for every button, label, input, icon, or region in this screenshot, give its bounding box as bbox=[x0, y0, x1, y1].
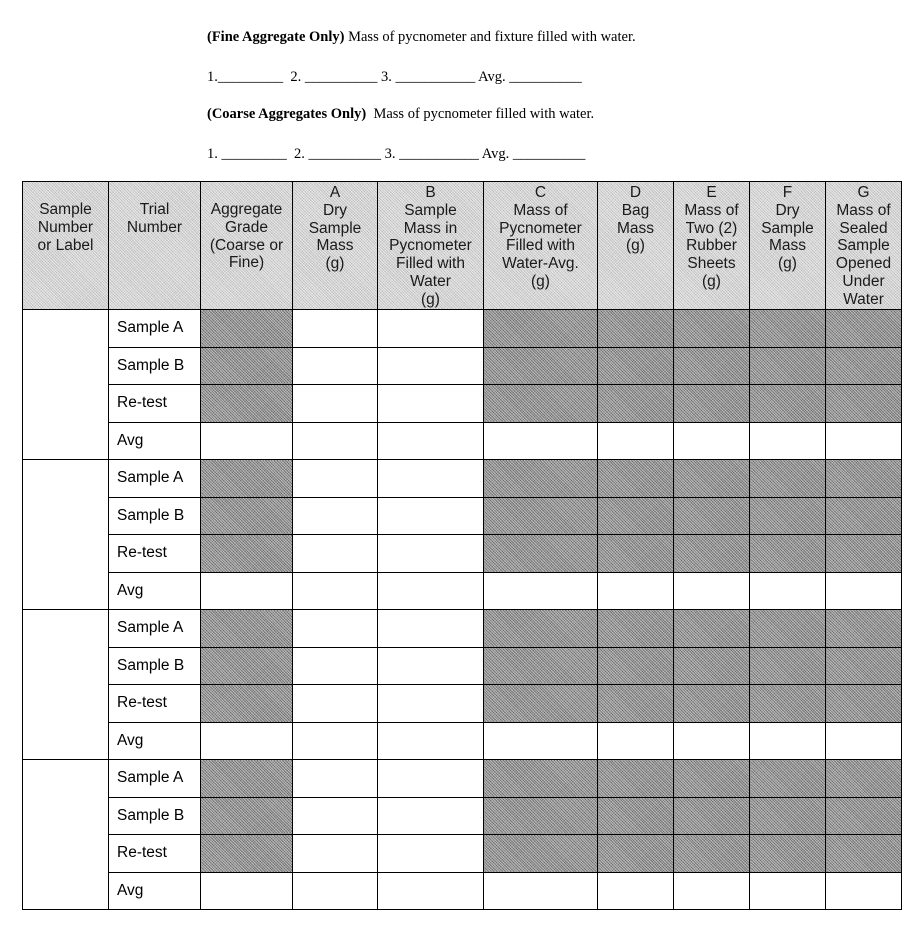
entry-cell-col-3[interactable] bbox=[293, 835, 378, 873]
shaded-cell-col-5 bbox=[484, 647, 598, 685]
column-header-2 bbox=[201, 182, 293, 310]
coarse-aggregate-heading: (Coarse Aggregates Only) bbox=[207, 106, 367, 122]
entry-cell-col-4[interactable] bbox=[378, 760, 484, 798]
shaded-cell-col-8 bbox=[750, 797, 826, 835]
coarse-aggregate-blanks[interactable]: 1. _________ 2. __________ 3. ___________ Avg. __________ bbox=[207, 146, 586, 162]
entry-cell-col-4[interactable] bbox=[378, 310, 484, 348]
table-row bbox=[23, 610, 902, 648]
trial-number-cell: Sample B bbox=[109, 797, 201, 835]
shaded-cell-col-2 bbox=[201, 685, 293, 723]
column-header-line: Number bbox=[37, 218, 94, 236]
shaded-cell-col-7 bbox=[674, 647, 750, 685]
column-header-line: Sheets bbox=[687, 255, 736, 273]
entry-cell-col-3[interactable] bbox=[293, 610, 378, 648]
shaded-cell-col-7 bbox=[674, 760, 750, 798]
column-letter: G bbox=[857, 184, 870, 201]
shaded-cell-col-6 bbox=[598, 310, 674, 348]
shaded-cell-col-7 bbox=[674, 797, 750, 835]
column-header-line: Number bbox=[126, 218, 183, 236]
column-letter: B bbox=[425, 184, 436, 201]
shaded-cell-col-6 bbox=[598, 610, 674, 648]
shaded-cell-col-2 bbox=[201, 310, 293, 348]
column-header-line: Mass bbox=[768, 237, 807, 255]
entry-cell-col-7[interactable] bbox=[674, 872, 750, 910]
entry-cell-col-3[interactable] bbox=[293, 310, 378, 348]
column-header-line: Rubber bbox=[686, 237, 737, 255]
column-header-line: (g) bbox=[626, 237, 645, 255]
entry-cell-col-9[interactable] bbox=[826, 572, 902, 610]
shaded-cell-col-8 bbox=[750, 835, 826, 873]
column-header-line: Sample bbox=[404, 201, 457, 219]
column-header-9 bbox=[826, 182, 902, 310]
shaded-cell-col-7 bbox=[674, 610, 750, 648]
fine-aggregate-text: Mass of pycnometer and fixture filled with water. bbox=[344, 29, 636, 45]
shaded-cell-col-8 bbox=[750, 310, 826, 348]
column-header-line: Dry bbox=[322, 201, 348, 219]
table-row bbox=[23, 535, 902, 573]
column-header-line: (g) bbox=[531, 272, 550, 290]
column-header-line: (g) bbox=[421, 290, 440, 308]
table-row bbox=[23, 872, 902, 910]
entry-cell-col-4[interactable] bbox=[378, 422, 484, 460]
entry-cell-col-3[interactable] bbox=[293, 872, 378, 910]
column-header-line: Aggregate bbox=[210, 201, 283, 218]
entry-cell-col-6[interactable] bbox=[598, 722, 674, 760]
shaded-cell-col-7 bbox=[674, 835, 750, 873]
data-table bbox=[22, 181, 902, 910]
table-row bbox=[23, 497, 902, 535]
entry-cell-col-4[interactable] bbox=[378, 647, 484, 685]
shaded-cell-col-5 bbox=[484, 685, 598, 723]
shaded-cell-col-7 bbox=[674, 347, 750, 385]
column-letter: A bbox=[329, 184, 341, 201]
entry-cell-col-3[interactable] bbox=[293, 385, 378, 423]
fine-aggregate-blanks[interactable]: 1._________ 2. __________ 3. ___________ Avg. __________ bbox=[207, 69, 582, 85]
shaded-cell-col-8 bbox=[750, 535, 826, 573]
table-row bbox=[23, 760, 902, 798]
trial-number-cell: Sample A bbox=[109, 610, 201, 648]
column-letter: D bbox=[629, 184, 642, 201]
column-header-line: Sealed bbox=[839, 219, 888, 237]
entry-cell-col-3[interactable] bbox=[293, 572, 378, 610]
shaded-cell-col-9 bbox=[826, 535, 902, 573]
shaded-cell-col-9 bbox=[826, 797, 902, 835]
trial-number-cell: Sample B bbox=[109, 647, 201, 685]
shaded-cell-col-5 bbox=[484, 535, 598, 573]
column-header-6 bbox=[598, 182, 674, 310]
column-header-line: (g) bbox=[702, 272, 721, 290]
shaded-cell-col-9 bbox=[826, 385, 902, 423]
shaded-cell-col-6 bbox=[598, 497, 674, 535]
table-row bbox=[23, 460, 902, 498]
entry-cell-col-4[interactable] bbox=[378, 347, 484, 385]
entry-cell-col-3[interactable] bbox=[293, 535, 378, 573]
shaded-cell-col-8 bbox=[750, 610, 826, 648]
trial-number-cell: Sample B bbox=[109, 347, 201, 385]
shaded-cell-col-2 bbox=[201, 535, 293, 573]
shaded-cell-col-7 bbox=[674, 685, 750, 723]
shaded-cell-col-7 bbox=[674, 497, 750, 535]
column-header-line: Filled with bbox=[396, 255, 465, 273]
entry-cell-col-3[interactable] bbox=[293, 760, 378, 798]
entry-cell-col-4[interactable] bbox=[378, 835, 484, 873]
shaded-cell-col-9 bbox=[826, 347, 902, 385]
entry-cell-col-4[interactable] bbox=[378, 497, 484, 535]
fine-aggregate-heading: (Fine Aggregate Only) bbox=[207, 29, 345, 45]
column-header-line: Fine) bbox=[228, 254, 265, 272]
column-header-line: Mass bbox=[616, 219, 655, 237]
shaded-cell-col-8 bbox=[750, 385, 826, 423]
entry-cell-col-2[interactable] bbox=[201, 722, 293, 760]
trial-number-cell: Sample B bbox=[109, 497, 201, 535]
entry-cell-col-2[interactable] bbox=[201, 572, 293, 610]
entry-cell-col-4[interactable] bbox=[378, 685, 484, 723]
trial-number-cell: Avg bbox=[109, 872, 201, 910]
column-header-7 bbox=[674, 182, 750, 310]
table-row bbox=[23, 685, 902, 723]
shaded-cell-col-7 bbox=[674, 385, 750, 423]
column-header-line: Dry bbox=[775, 201, 800, 219]
entry-cell-col-9[interactable] bbox=[826, 722, 902, 760]
trial-number-cell: Sample A bbox=[109, 460, 201, 498]
entry-cell-col-4[interactable] bbox=[378, 610, 484, 648]
sample-label-cell[interactable] bbox=[23, 310, 109, 460]
sample-label-cell[interactable] bbox=[23, 610, 109, 760]
entry-cell-col-6[interactable] bbox=[598, 422, 674, 460]
shaded-cell-col-6 bbox=[598, 760, 674, 798]
column-header-line: or Label bbox=[37, 236, 94, 254]
table-row bbox=[23, 572, 902, 610]
shaded-cell-col-9 bbox=[826, 497, 902, 535]
shaded-cell-col-9 bbox=[826, 647, 902, 685]
entry-cell-col-7[interactable] bbox=[674, 422, 750, 460]
entry-cell-col-4[interactable] bbox=[378, 872, 484, 910]
shaded-cell-col-5 bbox=[484, 835, 598, 873]
shaded-cell-col-5 bbox=[484, 310, 598, 348]
entry-cell-col-3[interactable] bbox=[293, 460, 378, 498]
column-header-line: (Coarse or bbox=[209, 236, 284, 254]
shaded-cell-col-6 bbox=[598, 460, 674, 498]
column-header-line: Sample bbox=[837, 237, 890, 255]
entry-cell-col-3[interactable] bbox=[293, 647, 378, 685]
coarse-aggregate-text: Mass of pycnometer filled with water. bbox=[366, 106, 595, 122]
shaded-cell-col-2 bbox=[201, 497, 293, 535]
shaded-cell-col-8 bbox=[750, 760, 826, 798]
column-header-line: (g) bbox=[325, 255, 345, 273]
column-header-line: Sample bbox=[308, 219, 362, 237]
table-row bbox=[23, 835, 902, 873]
column-header-4 bbox=[378, 182, 484, 310]
table-row bbox=[23, 722, 902, 760]
entry-cell-col-3[interactable] bbox=[293, 422, 378, 460]
column-header-3 bbox=[293, 182, 378, 310]
shaded-cell-col-9 bbox=[826, 685, 902, 723]
column-header-8 bbox=[750, 182, 826, 310]
entry-cell-col-9[interactable] bbox=[826, 872, 902, 910]
column-header-5 bbox=[484, 182, 598, 310]
column-header-line: Sample bbox=[761, 219, 814, 237]
trial-number-cell: Re-test bbox=[109, 685, 201, 723]
entry-cell-col-8[interactable] bbox=[750, 872, 826, 910]
entry-cell-col-5[interactable] bbox=[484, 872, 598, 910]
shaded-cell-col-2 bbox=[201, 460, 293, 498]
entry-cell-col-7[interactable] bbox=[674, 722, 750, 760]
shaded-cell-col-6 bbox=[598, 385, 674, 423]
trial-number-cell: Sample A bbox=[109, 760, 201, 798]
entry-cell-col-3[interactable] bbox=[293, 797, 378, 835]
shaded-cell-col-8 bbox=[750, 647, 826, 685]
shaded-cell-col-9 bbox=[826, 310, 902, 348]
shaded-cell-col-5 bbox=[484, 385, 598, 423]
column-header-line: Grade bbox=[224, 218, 269, 236]
column-header-line: Mass of bbox=[513, 201, 568, 219]
shaded-cell-col-8 bbox=[750, 460, 826, 498]
shaded-cell-col-2 bbox=[201, 385, 293, 423]
entry-cell-col-2[interactable] bbox=[201, 422, 293, 460]
sample-label-cell[interactable] bbox=[23, 760, 109, 910]
trial-number-cell: Re-test bbox=[109, 835, 201, 873]
shaded-cell-col-2 bbox=[201, 647, 293, 685]
table-row bbox=[23, 422, 902, 460]
column-header-line: Water-Avg. bbox=[502, 255, 579, 273]
column-header-line: Opened bbox=[835, 255, 892, 273]
column-header-line: Mass bbox=[316, 237, 354, 255]
trial-number-cell: Sample A bbox=[109, 310, 201, 348]
column-header-line: Water bbox=[410, 272, 451, 290]
coarse-aggregate-instruction bbox=[207, 104, 594, 124]
header-row bbox=[23, 182, 902, 310]
trial-number-cell: Re-test bbox=[109, 535, 201, 573]
trial-number-cell: Re-test bbox=[109, 385, 201, 423]
column-header-line: Mass in bbox=[403, 219, 458, 237]
shaded-cell-col-8 bbox=[750, 347, 826, 385]
shaded-cell-col-6 bbox=[598, 347, 674, 385]
column-header-line: Bag bbox=[621, 201, 650, 219]
shaded-cell-col-6 bbox=[598, 647, 674, 685]
shaded-cell-col-9 bbox=[826, 835, 902, 873]
entry-cell-col-4[interactable] bbox=[378, 797, 484, 835]
column-header-line: Mass of bbox=[836, 201, 891, 219]
shaded-cell-col-5 bbox=[484, 610, 598, 648]
shaded-cell-col-9 bbox=[826, 610, 902, 648]
fine-aggregate-instruction bbox=[207, 27, 636, 47]
shaded-cell-col-6 bbox=[598, 685, 674, 723]
shaded-cell-col-7 bbox=[674, 460, 750, 498]
entry-cell-col-8[interactable] bbox=[750, 722, 826, 760]
column-letter: C bbox=[534, 184, 547, 201]
column-header-line: Water bbox=[843, 290, 884, 308]
column-letter: F bbox=[782, 184, 793, 201]
trial-number-cell: Avg bbox=[109, 422, 201, 460]
column-header-line: Two (2) bbox=[685, 219, 738, 237]
sample-label-cell[interactable] bbox=[23, 460, 109, 610]
shaded-cell-col-5 bbox=[484, 497, 598, 535]
shaded-cell-col-2 bbox=[201, 760, 293, 798]
shaded-cell-col-5 bbox=[484, 347, 598, 385]
shaded-cell-col-5 bbox=[484, 460, 598, 498]
column-header-0 bbox=[23, 182, 109, 310]
entry-cell-col-2[interactable] bbox=[201, 872, 293, 910]
table-body bbox=[23, 310, 902, 910]
column-header-line: Filled with bbox=[506, 237, 575, 255]
entry-cell-col-7[interactable] bbox=[674, 572, 750, 610]
shaded-cell-col-9 bbox=[826, 460, 902, 498]
column-header-1 bbox=[109, 182, 201, 310]
shaded-cell-col-9 bbox=[826, 760, 902, 798]
trial-number-cell: Avg bbox=[109, 572, 201, 610]
column-header-line: Sample bbox=[39, 201, 92, 218]
shaded-cell-col-5 bbox=[484, 760, 598, 798]
column-letter: E bbox=[706, 184, 717, 201]
shaded-cell-col-8 bbox=[750, 497, 826, 535]
entry-cell-col-8[interactable] bbox=[750, 572, 826, 610]
table-row bbox=[23, 385, 902, 423]
column-header-line: Under bbox=[842, 272, 885, 290]
column-header-line: (g) bbox=[778, 255, 797, 273]
entry-cell-col-3[interactable] bbox=[293, 685, 378, 723]
entry-cell-col-5[interactable] bbox=[484, 422, 598, 460]
table-row bbox=[23, 797, 902, 835]
entry-cell-col-6[interactable] bbox=[598, 872, 674, 910]
table-row bbox=[23, 347, 902, 385]
entry-cell-col-6[interactable] bbox=[598, 572, 674, 610]
entry-cell-col-3[interactable] bbox=[293, 497, 378, 535]
column-header-line: Pycnometer bbox=[499, 219, 582, 237]
entry-cell-col-8[interactable] bbox=[750, 422, 826, 460]
shaded-cell-col-2 bbox=[201, 797, 293, 835]
shaded-cell-col-2 bbox=[201, 835, 293, 873]
shaded-cell-col-5 bbox=[484, 797, 598, 835]
shaded-cell-col-6 bbox=[598, 835, 674, 873]
entry-cell-col-4[interactable] bbox=[378, 722, 484, 760]
entry-cell-col-4[interactable] bbox=[378, 572, 484, 610]
column-header-line: Pycnometer bbox=[389, 237, 472, 255]
shaded-cell-col-2 bbox=[201, 610, 293, 648]
column-header-line: Mass of bbox=[684, 201, 739, 219]
shaded-cell-col-2 bbox=[201, 347, 293, 385]
trial-number-cell: Avg bbox=[109, 722, 201, 760]
entry-cell-col-3[interactable] bbox=[293, 347, 378, 385]
shaded-cell-col-6 bbox=[598, 797, 674, 835]
entry-cell-col-4[interactable] bbox=[378, 385, 484, 423]
entry-cell-col-9[interactable] bbox=[826, 422, 902, 460]
entry-cell-col-5[interactable] bbox=[484, 722, 598, 760]
shaded-cell-col-7 bbox=[674, 535, 750, 573]
entry-cell-col-5[interactable] bbox=[484, 572, 598, 610]
entry-cell-col-4[interactable] bbox=[378, 535, 484, 573]
table-row bbox=[23, 647, 902, 685]
column-header-line: Trial bbox=[139, 201, 170, 218]
shaded-cell-col-7 bbox=[674, 310, 750, 348]
entry-cell-col-4[interactable] bbox=[378, 460, 484, 498]
shaded-cell-col-6 bbox=[598, 535, 674, 573]
table-row bbox=[23, 310, 902, 348]
shaded-cell-col-8 bbox=[750, 685, 826, 723]
entry-cell-col-3[interactable] bbox=[293, 722, 378, 760]
